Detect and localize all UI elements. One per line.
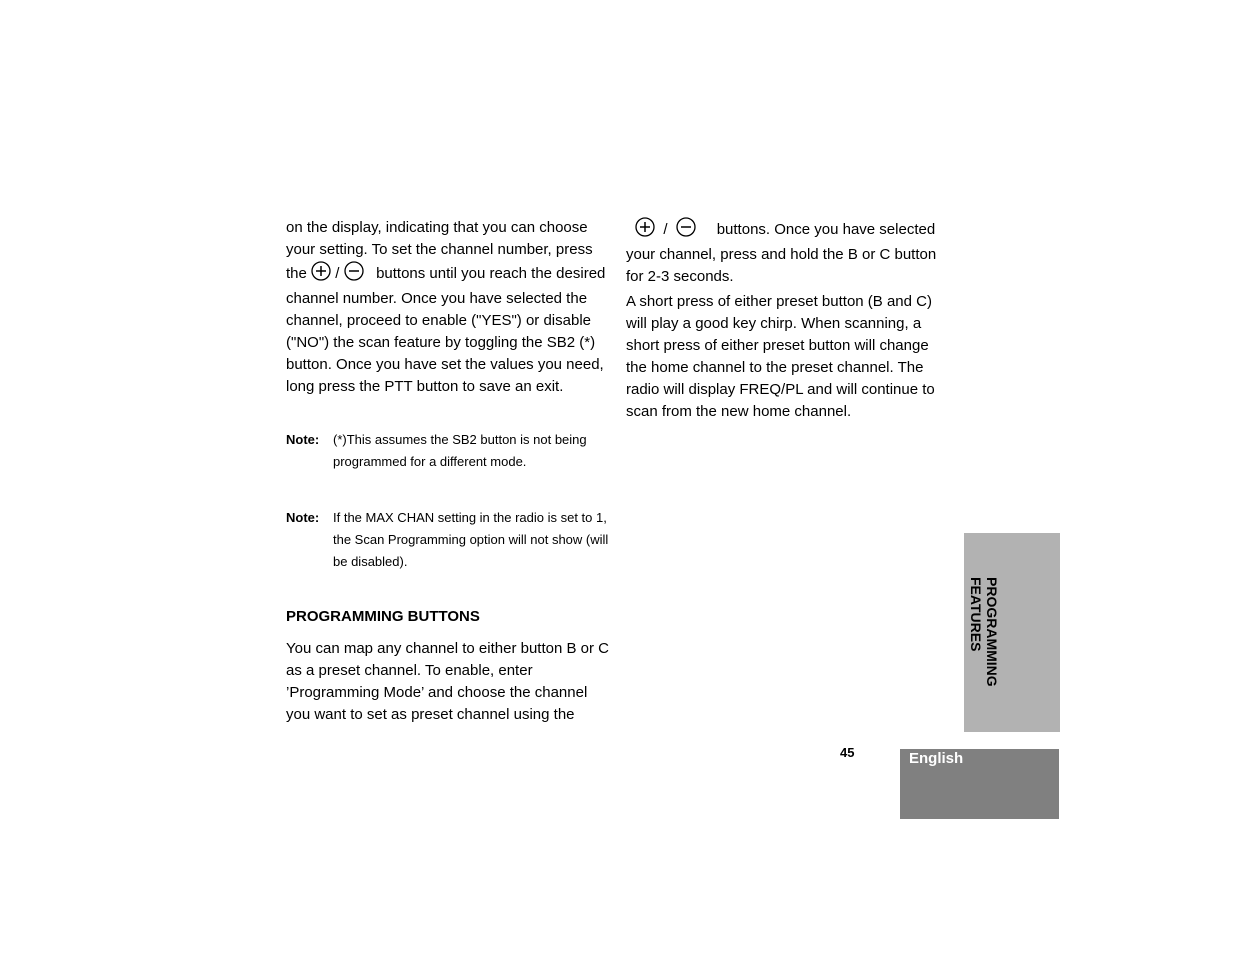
plus-circle-icon xyxy=(635,217,655,244)
intro-text-start: on the display, indicating that you can choose your setting. To set the channel number, press the xyxy=(286,219,593,282)
section-body xyxy=(286,638,610,726)
right-text-1: buttons. Once you have selected your channel, press and hold the B or C button for 2-3 seconds. xyxy=(626,221,937,285)
note-label: Note: xyxy=(286,510,320,525)
right-column xyxy=(626,217,950,423)
minus-circle-icon xyxy=(676,217,696,244)
right-paragraph-1 xyxy=(626,217,950,288)
plus-circle-icon xyxy=(311,261,331,288)
page-number: 45 xyxy=(840,745,855,760)
left-column xyxy=(286,217,610,398)
slash-separator: / xyxy=(335,265,340,282)
language-tab xyxy=(900,749,1059,819)
note-text: (*)This assumes the SB2 button is not being programmed for a different mode. xyxy=(333,432,587,469)
language-label: English xyxy=(909,750,964,767)
minus-circle-icon xyxy=(344,261,364,288)
right-paragraph-2: A short press of either preset button (B and C) will play a good key chirp. When scanning, a short press of either preset button will change the home channel to the preset channel. The radio will display FREQ/PL and will continue to scan from the new home channel. xyxy=(626,293,935,420)
intro-paragraph xyxy=(286,217,610,398)
intro-text-end: buttons until you reach the desired channel number. Once you have selected the channel, proceed to enable ("YES") or disable ("NO") the scan feature by toggling the SB2 (*) button. Once you have set the values you need, long press the PTT button to save an exit. xyxy=(286,265,606,395)
note-text: If the MAX CHAN setting in the radio is set to 1, the Scan Programming option will not show (will be disabled). xyxy=(333,510,609,569)
side-tab-label: PROGRAMMING FEATURES xyxy=(968,577,1000,687)
note-sb2 xyxy=(286,429,610,473)
note-label: Note: xyxy=(286,432,320,447)
note-max-chan xyxy=(286,507,610,573)
slash-separator: / xyxy=(663,221,668,238)
section-paragraph: You can map any channel to either button B or C as a preset channel. To enable, enter ’Programming Mode’ and choose the channel you want to set as preset channel using the xyxy=(286,640,609,723)
side-tab xyxy=(964,533,1060,732)
section-heading: PROGRAMMING BUTTONS xyxy=(286,608,480,625)
